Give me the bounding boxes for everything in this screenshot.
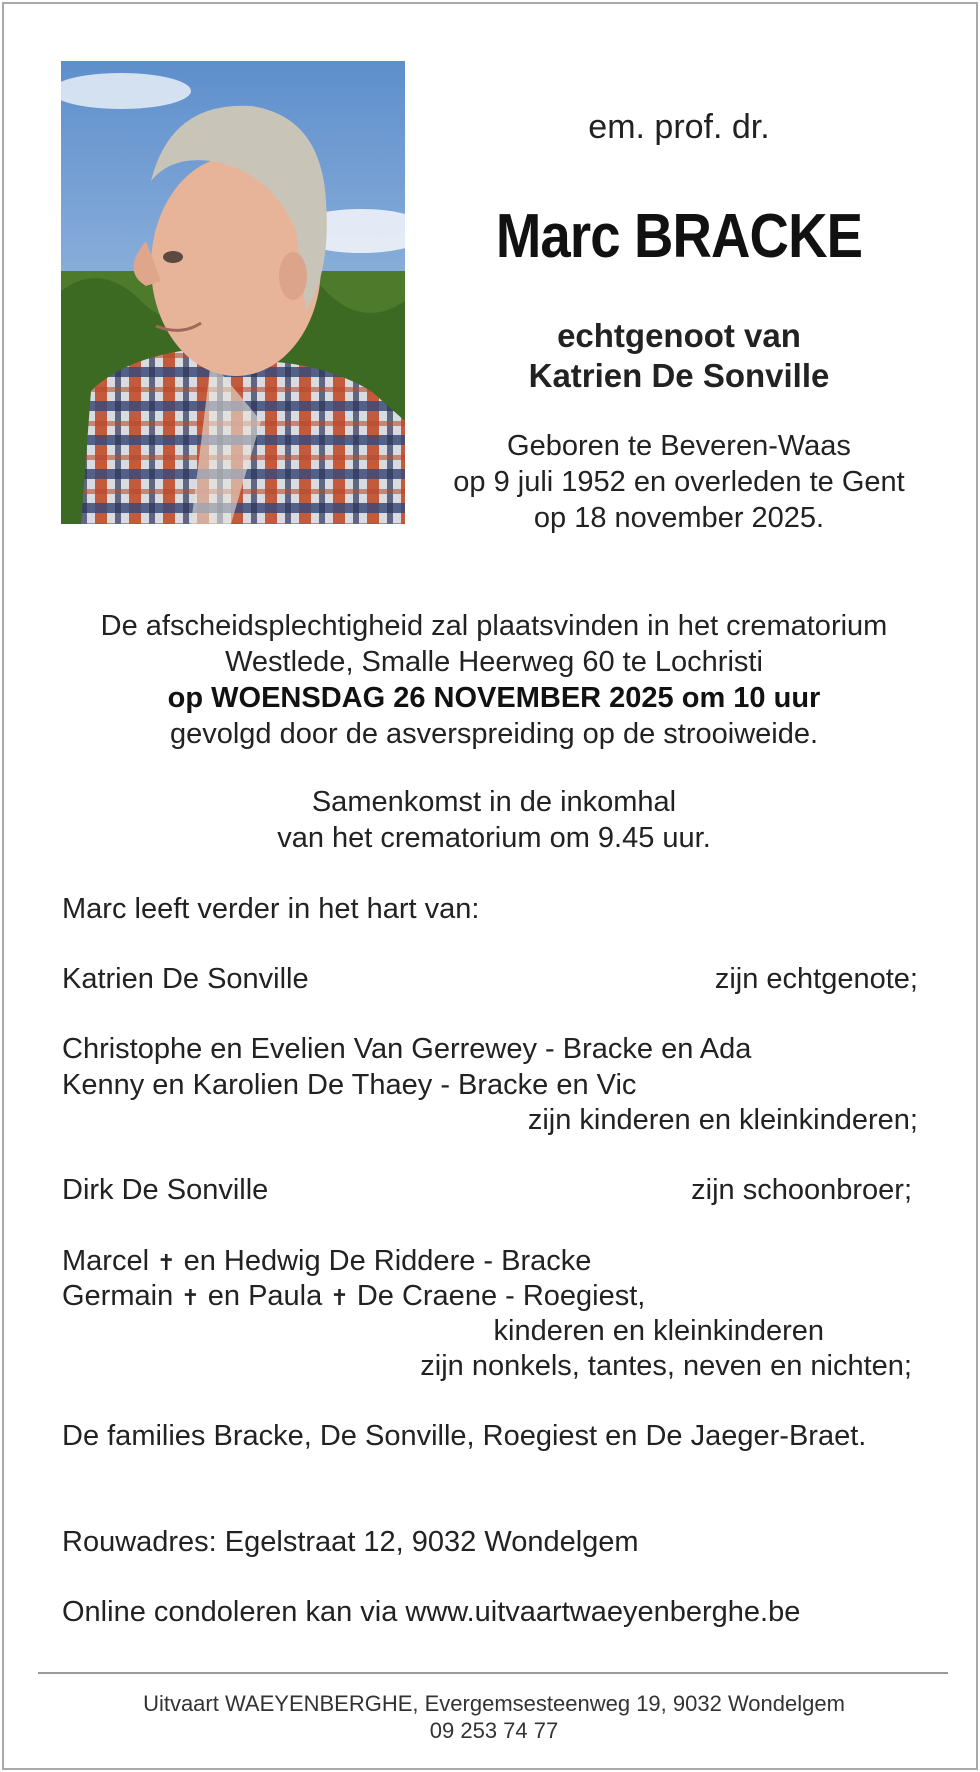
brother-name: Dirk De Sonville xyxy=(62,1174,269,1206)
meeting-line-2: van het crematorium om 9.45 uur. xyxy=(277,822,711,854)
children-role: zijn kinderen en kleinkinderen; xyxy=(527,1104,918,1136)
funeral-home-address: Uitvaart WAEYENBERGHE, Evergemsesteenweg 19, 9032 Wondelgem xyxy=(143,1691,845,1716)
spouse-block xyxy=(414,316,944,396)
death-date-line: op 18 november 2025. xyxy=(533,502,825,534)
uncle-1-rest: en Hedwig De Riddere - Bracke xyxy=(183,1245,592,1277)
uncle-2-mid: en Paula xyxy=(207,1280,323,1312)
wife-name: Katrien De Sonville xyxy=(62,963,309,995)
birth-death-block xyxy=(414,428,944,536)
ceremony-line-2: Westlede, Smalle Heerweg 60 te Lochristi xyxy=(225,646,763,678)
uncle-line-1 xyxy=(62,1243,591,1282)
meeting-line-1: Samenkomst in de inkomhal xyxy=(311,786,677,818)
relatives-role: zijn nonkels, tantes, neven en nichten; xyxy=(420,1350,912,1382)
academic-title: em. prof. dr. xyxy=(588,108,770,146)
families-line: De families Bracke, De Sonville, Roegiest en De Jaeger-Braet. xyxy=(62,1420,867,1452)
ceremony-line-4: gevolgd door de asverspreiding op de strooiweide. xyxy=(169,718,819,750)
portrait-photo xyxy=(61,61,405,524)
ceremony-line-1: De afscheidsplechtigheid zal plaatsvinden in het crematorium xyxy=(100,610,888,642)
spouse-name: Katrien De Sonville xyxy=(528,357,830,394)
ceremony-block xyxy=(44,608,944,752)
birth-line: Geboren te Beveren-Waas xyxy=(507,430,851,462)
uncle-1-name: Marcel xyxy=(62,1245,150,1277)
cross-icon: ✝ xyxy=(330,1286,349,1311)
online-condolence: Online condoleren kan via www.uitvaartwaeyenberghe.be xyxy=(62,1596,801,1628)
portrait-illustration xyxy=(61,61,405,524)
children-line-2: Kenny en Karolien De Thaey - Bracke en Vic xyxy=(62,1069,637,1101)
family-intro: Marc leeft verder in het hart van: xyxy=(62,893,480,925)
children-line-1: Christophe en Evelien Van Gerrewey - Bracke en Ada xyxy=(62,1033,752,1065)
uncle-2-name: Germain xyxy=(62,1280,174,1312)
mourning-address: Rouwadres: Egelstraat 12, 9032 Wondelgem xyxy=(62,1526,639,1558)
meeting-block xyxy=(44,784,944,856)
cross-icon: ✝ xyxy=(181,1286,200,1311)
funeral-home-footer xyxy=(44,1690,944,1744)
ceremony-date: op WOENSDAG 26 NOVEMBER 2025 om 10 uur xyxy=(167,682,821,714)
uncle-2-rest: De Craene - Roegiest, xyxy=(356,1280,646,1312)
spouse-label: echtgenoot van xyxy=(557,317,801,354)
relatives-line: kinderen en kleinkinderen xyxy=(493,1315,824,1347)
obituary-card xyxy=(2,2,978,1770)
uncle-line-2 xyxy=(62,1278,645,1317)
deceased-name: Marc BRACKE xyxy=(495,202,863,271)
funeral-home-phone: 09 253 74 77 xyxy=(429,1718,559,1743)
cross-icon: ✝ xyxy=(157,1251,176,1276)
footer-divider xyxy=(38,1672,948,1674)
death-line: op 9 juli 1952 en overleden te Gent xyxy=(453,466,905,498)
wife-role: zijn echtgenote; xyxy=(714,963,918,995)
brother-role: zijn schoonbroer; xyxy=(691,1174,912,1206)
